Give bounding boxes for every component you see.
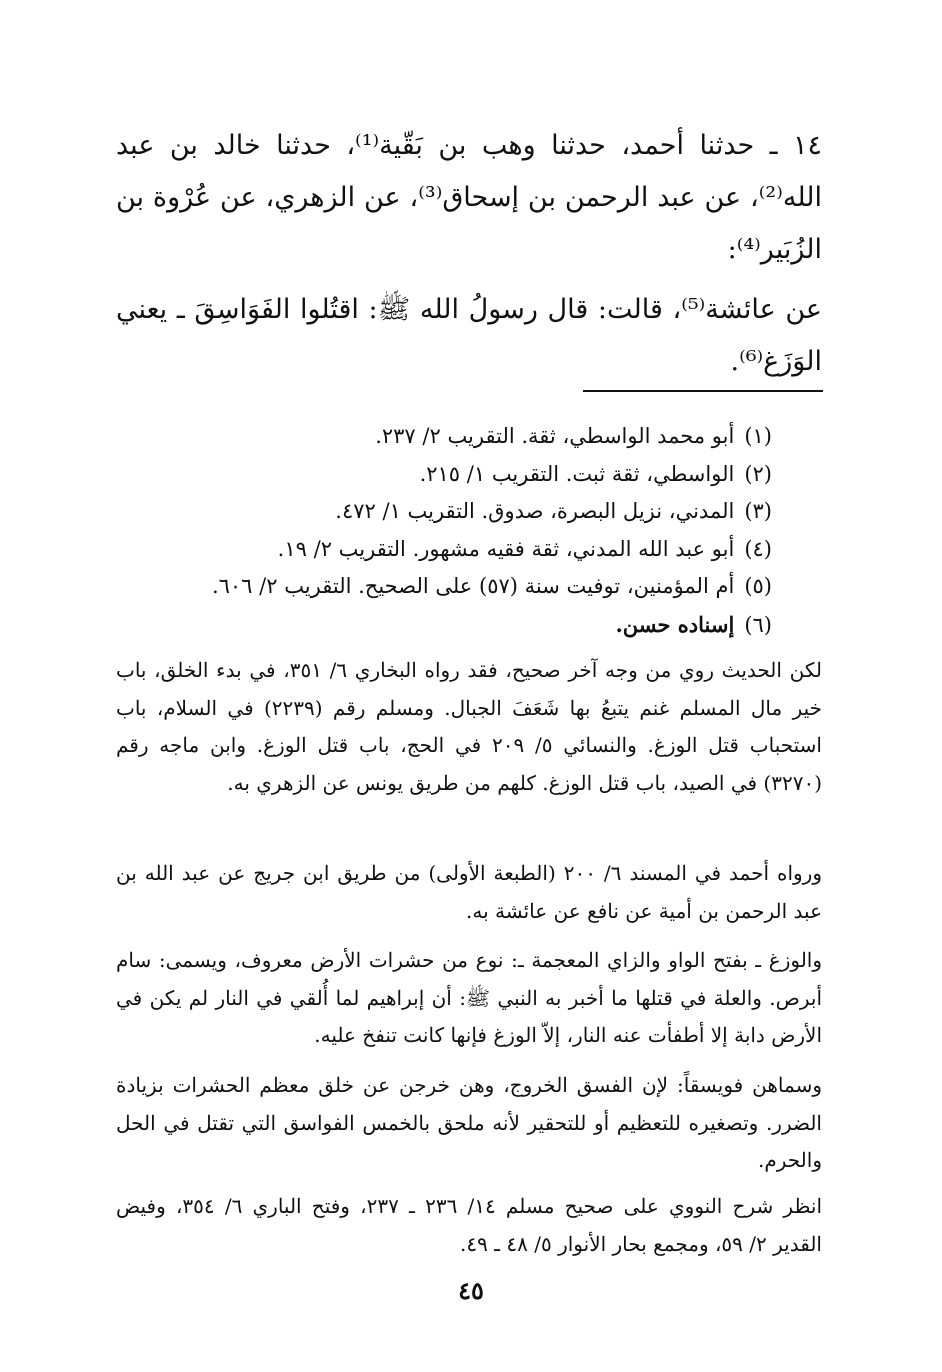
- commentary-paragraph: والوزغ ـ بفتح الواو والزاي المعجمة ـ: نوع من حشرات الأرض معروف، ويسمى: سام أبرص. والعلة في قتلها ما أخبر به النبي ﷺ: أن إبراهيم لما أُلقي في النار لم يكن في الأرض دابة إلا أطفأت عنه النار، إلاّ الوزغ فإنها كانت تنفخ عليه.: [116, 948, 822, 1047]
- footnote-number: (٦): [744, 612, 772, 637]
- footnote-text: أبو محمد الواسطي، ثقة. التقريب ٢/ ٢٣٧.: [375, 424, 735, 448]
- commentary-paragraph: لكن الحديث روي من وجه آخر صحيح، فقد رواه البخاري ٦/ ٣٥١، في بدء الخلق، باب خير مال المسلم غنم يتبعُ بها شَعَفَ الجبال. ومسلم رقم (٢٢٣٩) في السلام، باب استحباب قتل الوزغ. والنسائي ٥/ ٢٠٩ في الحج، باب قتل الوزغ. وابن ماجه رقم (٣٢٧٠) في الصيد، باب قتل الوزغ. كلهم من طريق يونس عن الزهري به.: [116, 658, 822, 795]
- footnotes-list: [120, 418, 772, 644]
- footnote-number: (١): [744, 424, 772, 448]
- footnote-text: إسناده حسن.: [615, 611, 735, 637]
- footnote-item: [120, 568, 772, 606]
- commentary-paragraph: وسماهن فويسقاً: لإن الفسق الخروج، وهن خرجن عن خلق معظم الحشرات بزيادة الضرر. وتصغيره للتعظيم أو للتحقير لأنه ملحق بالخمس الفواسق التي تقتل في الحل والحرم.: [116, 1073, 822, 1172]
- commentary-paragraph: انظر شرح النووي على صحيح مسلم ١٤/ ٢٣٦ ـ ٢٣٧، وفتح الباري ٦/ ٣٥٤، وفيض القدير ٢/ ٥٩، ومجمع بحار الأنوار ٥/ ٤٨ ـ ٤٩.: [116, 1194, 822, 1256]
- footnote-number: (٤): [744, 536, 772, 561]
- hadith-matn: عن عائشة⁽⁵⁾، قالت: قال رسولُ الله ﷺ: اقتُلوا الفَوَاسِقَ ـ يعني الوَزَغ⁽⁶⁾.: [116, 294, 822, 377]
- footnote-number: (٥): [744, 574, 772, 598]
- commentary-paragraph: ورواه أحمد في المسند ٦/ ٢٠٠ (الطبعة الأولى) من طريق ابن جريج عن عبد الله بن عبد الرحمن بن أمية عن نافع عن عائشة به.: [116, 861, 822, 923]
- footnote-item: [120, 531, 772, 569]
- footnote-item: [120, 418, 772, 456]
- footnote-text: أبو عبد الله المدني، ثقة فقيه مشهور. التقريب ٢/ ١٩.: [277, 536, 735, 561]
- footnote-number: (٢): [744, 461, 772, 486]
- footnote-item: [120, 456, 772, 494]
- footnote-text: الواسطي، ثقة ثبت. التقريب ١/ ٢١٥.: [419, 461, 735, 486]
- footnote-item: [120, 493, 772, 531]
- page-number: ٤٥: [458, 1276, 484, 1305]
- footnote-text: المدني، نزيل البصرة، صدوق. التقريب ١/ ٤٧٢.: [335, 499, 735, 523]
- footnote-separator: [583, 390, 823, 392]
- hadith-isnad: ١٤ ـ حدثنا أحمد، حدثنا وهب بن بَقّية⁽¹⁾، حدثنا خالد بن عبد الله⁽²⁾، عن عبد الرحمن بن إسحاق⁽³⁾، عن الزهري، عن عُرْوة بن الزُبَير⁽⁴⁾:: [116, 130, 822, 265]
- footnote-number: (٣): [744, 499, 772, 523]
- footnote-item: [120, 606, 772, 645]
- footnote-text: أم المؤمنين، توفيت سنة (٥٧) على الصحيح. التقريب ٢/ ٦٠٦.: [211, 574, 735, 598]
